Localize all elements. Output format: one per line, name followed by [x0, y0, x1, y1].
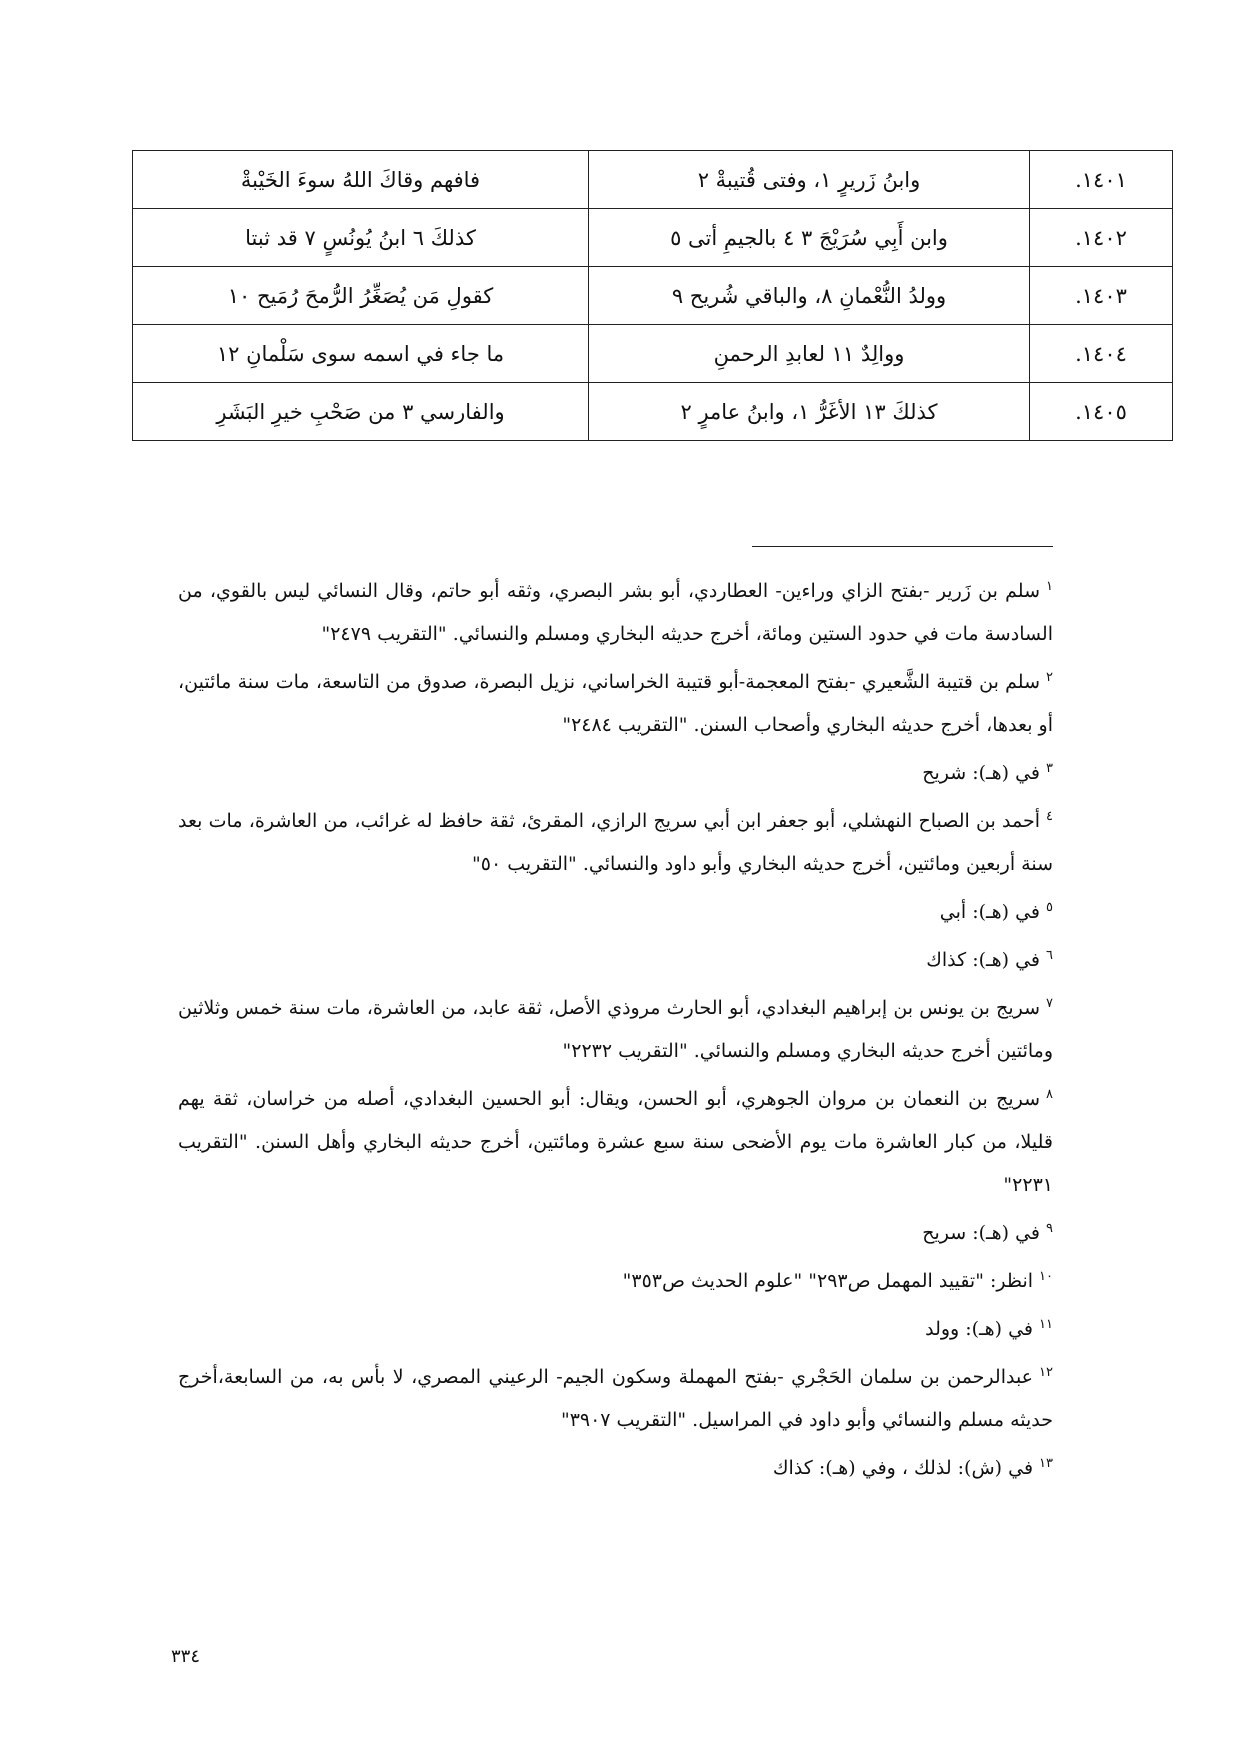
verse-row [133, 383, 1173, 441]
footnote-text: في (هـ): شريح [922, 762, 1041, 784]
footnote-number: ٥ [1046, 900, 1053, 915]
footnote-number: ٦ [1046, 948, 1053, 963]
verse-row [133, 267, 1173, 325]
footnote [178, 795, 1053, 886]
footnote [178, 1207, 1053, 1255]
footnote-text: انظر: "تقييد المهمل ص٢٩٣" "علوم الحديث ص٣٥٣" [622, 1270, 1034, 1292]
footnote-text: عبدالرحمن بن سلمان الحَجْري -بفتح المهملة وسكون الجيم- الرعيني المصري، لا بأس به، من السابعة،أخرج حديثه مسلم والنسائي وأبو داود في المراسيل. "التقريب ٣٩٠٧" [178, 1366, 1053, 1431]
footnote [178, 1255, 1053, 1303]
footnote-number: ١٠ [1039, 1269, 1053, 1284]
verse-row [133, 151, 1173, 209]
footnote-text: في (هـ): كذاك [926, 949, 1041, 971]
footnote-text: سريج بن يونس بن إبراهيم البغدادي، أبو الحارث مروذي الأصل، ثقة عابد، من العاشرة، مات سنة خمس وثلاثين ومائتين أخرج حديثه البخاري ومسلم والنسائي. "التقريب ٢٢٣٢" [178, 997, 1053, 1062]
footnote-text: سلم بن زَرير -بفتح الزاي وراءين- العطاردي، أبو بشر البصري، وثقه أبو حاتم، وقال النسائي ليس بالقوي، من السادسة مات في حدود الستين ومائة، أخرج حديثه البخاري ومسلم والنسائي. "التقريب ٢٤٧٩" [178, 580, 1053, 645]
footnote [178, 1073, 1053, 1207]
verse-second-hemistich: والفارسي ٣ من صَحْبِ خيرِ البَشَرِ [133, 383, 589, 441]
verse-row [133, 209, 1173, 267]
verse-second-hemistich: فافهم وقاكَ اللهُ سوءَ الخَيْبةْ [133, 151, 589, 209]
footnote-number: ٣ [1046, 761, 1053, 776]
footnote-text: في (هـ): وولد [925, 1318, 1034, 1340]
footnote-number: ١٢ [1039, 1365, 1053, 1380]
verse-number: ١٤٠٤. [1030, 325, 1173, 383]
footnote [178, 565, 1053, 656]
verse-table [132, 150, 1173, 441]
footnote-number: ٩ [1046, 1221, 1053, 1236]
footnote-text: في (هـ): سريح [922, 1222, 1041, 1244]
verse-second-hemistich: كذلكَ ٦ ابنُ يُونُسٍ ٧ قد ثبتا [133, 209, 589, 267]
footnote [178, 982, 1053, 1073]
verse-second-hemistich: ما جاء في اسمه سوى سَلْمانِ ١٢ [133, 325, 589, 383]
verse-first-hemistich: وولدُ النُّعْمانِ ٨، والباقي شُريح ٩ [589, 267, 1030, 325]
page-number: ٣٣٤ [170, 1646, 200, 1667]
footnote-number: ١ [1046, 579, 1053, 594]
footnote [178, 1351, 1053, 1442]
verse-row [133, 325, 1173, 383]
footnote-number: ١٣ [1039, 1456, 1053, 1471]
verse-number: ١٤٠٣. [1030, 267, 1173, 325]
verse-first-hemistich: ووالِدٌ ١١ لعابدِ الرحمنِ [589, 325, 1030, 383]
footnote-number: ١١ [1039, 1317, 1053, 1332]
footnote [178, 1442, 1053, 1490]
footnote [178, 934, 1053, 982]
footnote-number: ٤ [1046, 809, 1053, 824]
footnote-text: في (هـ): أبي [939, 901, 1041, 923]
verse-second-hemistich: كقولِ مَن يُصَغِّرُ الرُّمحَ رُمَيح ١٠ [133, 267, 589, 325]
verse-number: ١٤٠٥. [1030, 383, 1173, 441]
footnote-number: ٨ [1046, 1087, 1053, 1102]
footnote-text: سريج بن النعمان بن مروان الجوهري، أبو الحسن، ويقال: أبو الحسين البغدادي، أصله من خراسان، ثقة يهم قليلا، من كبار العاشرة مات يوم الأضحى سنة سبع عشرة ومائتين، أخرج حديثه البخاري وأهل السنن. "التقريب ٢٢٣١" [178, 1088, 1053, 1196]
verse-number: ١٤٠١. [1030, 151, 1173, 209]
verse-first-hemistich: كذلكَ ١٣ الأغَرُّ ١، وابنُ عامرٍ ٢ [589, 383, 1030, 441]
footnote-number: ٢ [1046, 670, 1053, 685]
footnote-text: أحمد بن الصباح النهشلي، أبو جعفر ابن أبي سريج الرازي، المقرئ، ثقة حافظ له غرائب، من العاشرة، مات بعد سنة أربعين ومائتين، أخرج حديثه البخاري وأبو داود والنسائي. "التقريب ٥٠" [178, 810, 1053, 875]
verse-number: ١٤٠٢. [1030, 209, 1173, 267]
footnote-text: سلم بن قتيبة الشَّعيري -بفتح المعجمة-أبو قتيبة الخراساني، نزيل البصرة، صدوق من التاسعة، مات سنة مائتين، أو بعدها، أخرج حديثه البخاري وأصحاب السنن. "التقريب ٢٤٨٤" [178, 671, 1053, 736]
footnote-number: ٧ [1046, 996, 1053, 1011]
footnote-text: في (ش): لذلك ، وفي (هـ): كذاك [772, 1457, 1034, 1479]
verse-first-hemistich: وابن أَبِي سُرَيْجَ ٣ ٤ بالجيمِ أتى ٥ [589, 209, 1030, 267]
footnote-separator [752, 546, 1053, 547]
footnote [178, 747, 1053, 795]
footnotes [178, 565, 1053, 1490]
verse-first-hemistich: وابنُ زَريرٍ ١، وفتى قُتيبةْ ٢ [589, 151, 1030, 209]
footnote [178, 1303, 1053, 1351]
footnote [178, 656, 1053, 747]
footnote [178, 886, 1053, 934]
